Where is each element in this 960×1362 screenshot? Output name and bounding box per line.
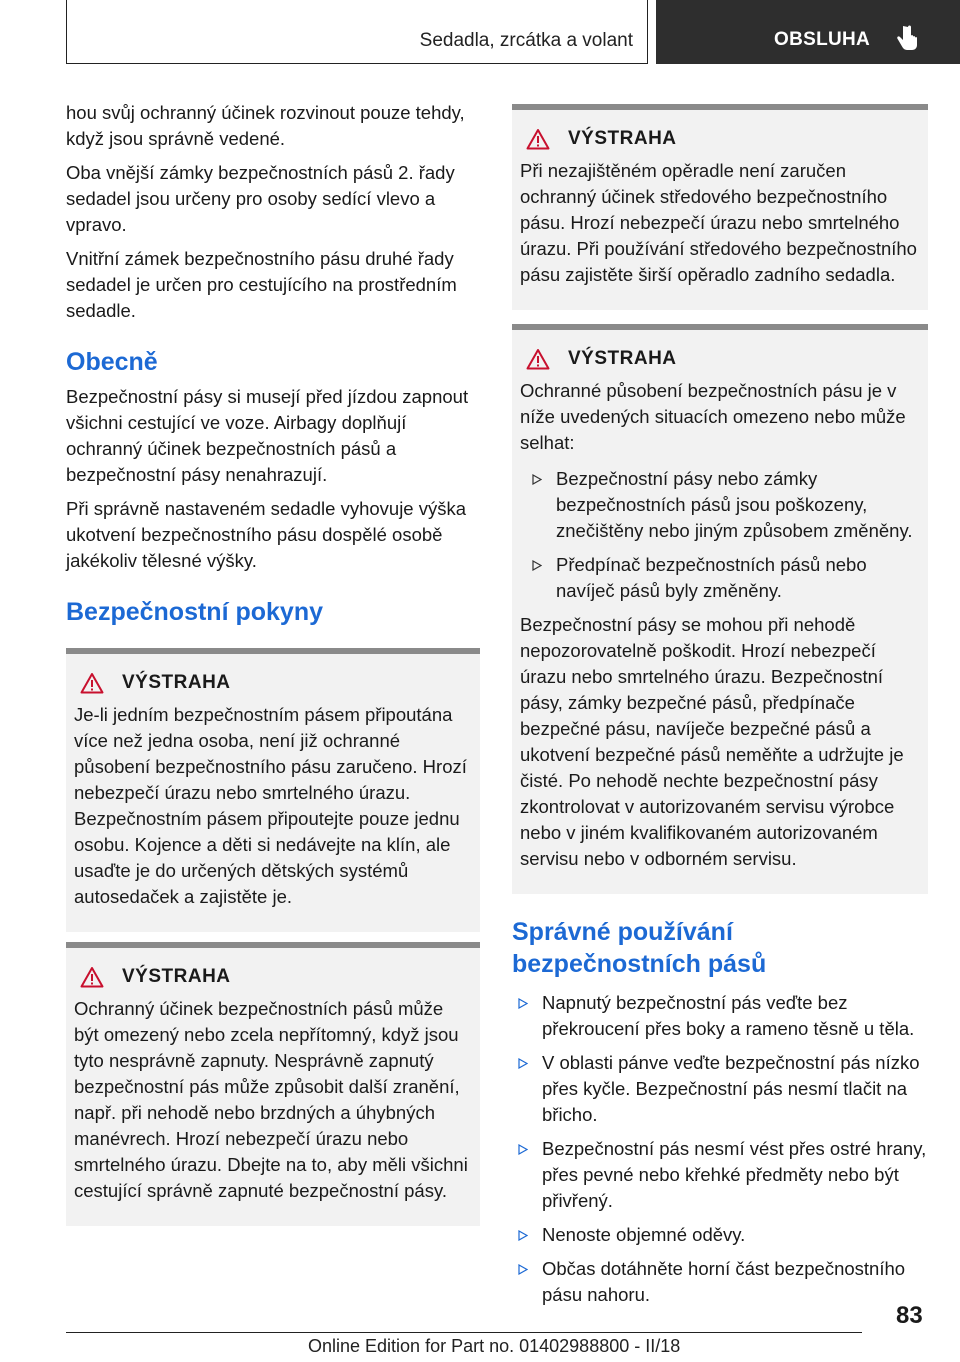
bullet-triangle-icon [518, 1058, 528, 1069]
list-item: Napnutý bezpečnostní pás veďte bez překroucení přes boky a rameno těsně u těla. [512, 990, 928, 1042]
warning-box [66, 648, 480, 932]
page-number: 83 [896, 1302, 923, 1329]
list-item: Předpínač bezpečnostních pásů nebo navíječ pásů byly změněny. [526, 552, 920, 604]
warning-triangle-icon [526, 128, 550, 150]
bullet-triangle-icon [518, 998, 528, 1009]
warning-header [74, 966, 472, 988]
warning-header [520, 348, 920, 370]
heading-general: Obecně [66, 348, 158, 376]
bullet-triangle-icon [532, 474, 542, 485]
heading-correct-use: Správné používání bezpečnostních pásů [512, 918, 767, 978]
warning-text: Bezpečnostní pásy se mohou při nehodě nepozorovatelně poškodit. Hrozí nebezpečí úrazu nebo smrtelného úrazu. Bezpečnostní pásy, zámky bezpečné pásů, předpínače bezpečné pásu, navíječe bezpečné pásů a ukotvení bezpečné pásů neměňte a udržujte je čisté. Po nehodě nechte bezpečnostní pásy zkontrolovat v autorizovaném servisu výrobce nebo v jiném kvalifikovaném autorizovaném servisu nebo v odborném servisu. [520, 614, 904, 869]
warning-title: VÝSTRAHA [568, 128, 677, 149]
warning-text: Při nezajištěném opěradle není zaručen ochranný účinek středového bezpečnostního pásu. Hrozí nebezpečí úrazu nebo smrtelného úrazu. Při používání středového bezpečnostního pásu zajistěte širší opěradlo zadního sedadla. [520, 160, 917, 285]
paragraph: Oba vnější zámky bezpečnostních pásů 2. řady sedadel jsou určeny pro osoby sedící vlevo a vpravo. [66, 162, 455, 235]
warning-box [512, 104, 928, 310]
bullet-triangle-icon [518, 1264, 528, 1275]
left-column [66, 100, 480, 1236]
warning-box [512, 324, 928, 894]
warning-text: Ochranný účinek bezpečnostních pásů může být omezený nebo zcela nepřítomný, když jsou tyto nesprávně zapnuty. Nesprávně zapnutý bezpečnostní pás může způsobit další zranění, např. při nehodě nebo brzdných a úhybných manévrech. Hrozí nebezpečí úrazu nebo smrtelného úrazu. Dbejte na to, aby měli všichni cestující správně zapnuté bezpečnostní pásy. [74, 998, 468, 1201]
paragraph: hou svůj ochranný účinek rozvinout pouze tehdy, když jsou správně vedené. [66, 102, 465, 149]
warning-triangle-icon [80, 672, 104, 694]
footer-edition: Online Edition for Part no. 01402988800 - II/18 [308, 1336, 681, 1356]
list-item: Bezpečnostní pásy nebo zámky bezpečnostních pásů jsou poškozeny, znečištěny nebo jiným způsobem změněny. [526, 466, 920, 544]
warning-header [520, 128, 920, 150]
warning-triangle-icon [80, 966, 104, 988]
bullet-triangle-icon [532, 560, 542, 571]
paragraph: Vnitřní zámek bezpečnostního pásu druhé řady sedadel je určen pro cestujícího na prostředním sedadle. [66, 248, 457, 321]
chapter-tab[interactable] [656, 0, 960, 64]
warning-header [74, 672, 472, 694]
paragraph: Při správně nastaveném sedadle vyhovuje výška ukotvení bezpečnostního pásu dospělé osobě jakékoliv tělesné výšky. [66, 498, 467, 571]
usage-list [512, 990, 928, 1308]
heading-safety: Bezpečnostní pokyny [66, 598, 323, 626]
bullet-triangle-icon [518, 1144, 528, 1155]
footer-divider [66, 1332, 862, 1333]
warning-title: VÝSTRAHA [122, 966, 231, 987]
right-column [512, 104, 928, 1316]
list-item: Nenoste objemné oděvy. [512, 1222, 928, 1248]
warning-text: Je-li jedním bezpečnostním pásem připoutána více než jedna osoba, není již ochranné působení bezpečnostního pásu zaručeno. Hrozí nebezpečí úrazu nebo smrtelného úrazu. Bezpečnostním pásem připoutejte pouze jednu osobu. Kojence a děti si nedávejte na klín, ale usaďte je do určených dětských systémů autosedaček a zajistěte je. [74, 704, 467, 907]
list-item: V oblasti pánve veďte bezpečnostní pás nízko přes kyčle. Bezpečnostní pás nesmí tlačit na břicho. [512, 1050, 928, 1128]
warning-box [66, 942, 480, 1226]
hand-pointer-icon [896, 24, 918, 52]
warning-triangle-icon [526, 348, 550, 370]
header-frame [66, 0, 648, 64]
warning-intro: Ochranné působení bezpečnostních pásu je v níže uvedených situacích omezeno nebo může selhat: [520, 380, 906, 453]
list-item: Bezpečnostní pás nesmí vést přes ostré hrany, přes pevné nebo křehké předměty nebo být přivřený. [512, 1136, 928, 1214]
warning-title: VÝSTRAHA [568, 348, 677, 369]
section-title: Sedadla, zrcátka a volant [419, 30, 633, 51]
warning-title: VÝSTRAHA [122, 672, 231, 693]
chapter-tab-label: OBSLUHA [774, 29, 871, 50]
bullet-triangle-icon [518, 1230, 528, 1241]
paragraph: Bezpečnostní pásy si musejí před jízdou zapnout všichni cestující ve voze. Airbagy doplňují ochranný účinek bezpečnostních pásů a bezpečnostní pásy nenahrazují. [66, 386, 469, 485]
list-item: Občas dotáhněte horní část bezpečnostního pásu nahoru. [512, 1256, 928, 1308]
warning-list [520, 466, 920, 604]
